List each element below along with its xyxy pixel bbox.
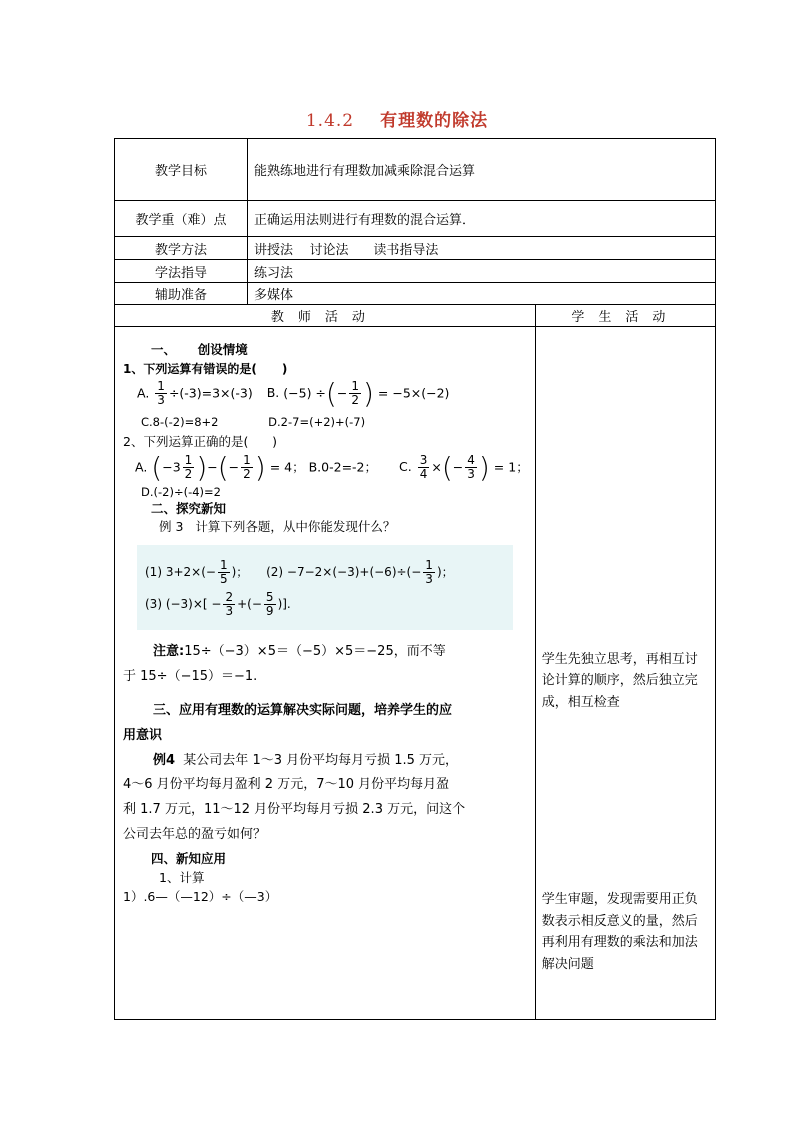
- fraction: $\frac{5}{9}$: [265, 589, 274, 618]
- question-1: 1、下列运算有错误的是( ): [123, 361, 288, 376]
- example-4: 例4 某公司去年 1～3 月份平均每月亏损 1.5 万元，: [153, 752, 459, 768]
- teacher-activity: [115, 327, 536, 1020]
- lesson-plan-table: [114, 138, 716, 1020]
- fraction: $\frac{2}{3}$: [225, 589, 234, 618]
- header-student: 学生活动: [535, 305, 715, 327]
- section-1-heading: 一、 创设情境: [151, 342, 248, 357]
- question-2-abc: A. (−3 $\frac{1}{2}$ )−(− $\frac{1}{2}$ ) = 4； B.0-2=-2； C. $\frac{3}{4}$ ×(− $\frac{4}{3}$ ) = 1；: [135, 450, 529, 484]
- fraction: $\frac{1}{5}$: [219, 558, 228, 587]
- row-method: [115, 237, 716, 260]
- label-focus: 教学重（难）点: [115, 201, 248, 237]
- fraction: $\frac{1}{3}$: [157, 379, 165, 408]
- value-method: 讲授法 讨论法 读书指导法: [248, 237, 716, 260]
- section-number: 1.4.2: [305, 111, 355, 131]
- title-text: 有理数的除法: [380, 111, 489, 131]
- student-activity-2: 学生审题，发现需要用正负数表示相反意义的量，然后再利用有理数的乘法和加法解决问题: [541, 892, 698, 972]
- section-4-heading: 四、新知应用: [151, 850, 227, 866]
- fraction: $\frac{1}{2}$: [184, 453, 193, 482]
- student-activity: [535, 327, 715, 1020]
- header-teacher: 教师活动: [115, 305, 536, 327]
- example-4-line-3: 利 1.7 万元，11～12 月份平均每月亏损 2.3 万元，问这个: [123, 802, 466, 818]
- row-activities: [115, 327, 716, 1020]
- question-2-d: D.(-2)÷(-4)=2: [141, 484, 221, 499]
- example-4-line-4: 公司去年总的盈亏如何？: [123, 826, 267, 842]
- section-3-heading: 三、应用有理数的运算解决实际问题，培养学生的应: [153, 703, 453, 719]
- note-cont: 于 15÷（−15）＝−1.: [123, 668, 258, 684]
- example-4-line-2: 4～6 月份平均每月盈利 2 万元，7～10 月份平均每月盈: [123, 777, 450, 793]
- question-1-cd: C.8-(-2)=8+2 D.2-7=(+2)+(-7): [141, 414, 366, 429]
- example-3-box: [137, 545, 513, 630]
- section-2-heading: 二、探究新知: [151, 501, 227, 516]
- label-method: 教学方法: [115, 237, 248, 260]
- fraction: $\frac{4}{3}$: [467, 453, 475, 482]
- student-activity-1: 学生先独立思考，再相互讨论计算的顺序，然后独立完成，相互检查: [541, 652, 698, 710]
- row-activity-headers: [115, 305, 716, 327]
- label-guidance: 学法指导: [115, 260, 248, 283]
- page-title: [0, 106, 794, 131]
- example-3: 例 3 计算下列各题，从中你能发现什么？: [159, 519, 396, 535]
- label-prep: 辅助准备: [115, 283, 248, 305]
- row-prep: [115, 283, 716, 305]
- fraction: $\frac{1}{3}$: [425, 558, 433, 587]
- value-guidance: 练习法: [248, 260, 716, 283]
- fraction: $\frac{3}{4}$: [419, 453, 428, 482]
- row-goal: [115, 139, 716, 201]
- row-guidance: [115, 260, 716, 283]
- value-focus: 正确运用法则进行有理数的混合运算．: [248, 201, 716, 237]
- expr-1-2: (1) 3+2×(− $\frac{1}{5}$ )； (2) −7−2×(−3)+(−6)÷(− $\frac{1}{3}$ )；: [145, 558, 454, 587]
- note: 注意:15÷（−3）×5＝（−5）×5＝−25，而不等: [153, 644, 446, 659]
- section-3-heading-cont: 用意识: [123, 728, 163, 744]
- row-focus: [115, 201, 716, 237]
- calc-heading: 1、计算: [159, 869, 205, 885]
- expr-3: (3) (−3)×[ − $\frac{2}{3}$ +(− $\frac{5}{9}$ )].: [145, 589, 291, 618]
- value-goal: 能熟练地进行有理数加减乘除混合运算: [248, 139, 716, 201]
- label-goal: 教学目标: [115, 139, 248, 201]
- question-2: 2、下列运算正确的是( ): [123, 434, 278, 449]
- value-prep: 多媒体: [248, 283, 716, 305]
- fraction: $\frac{1}{2}$: [351, 379, 359, 408]
- fraction: $\frac{1}{2}$: [243, 453, 251, 482]
- question-1-ab: A. $\frac{1}{3}$ ÷(-3)=3×(-3) B. (−5) ÷(− $\frac{1}{2}$ ) = −5×(−2): [137, 376, 450, 410]
- calc-1: 1）.6—（—12）÷（—3）: [123, 888, 278, 904]
